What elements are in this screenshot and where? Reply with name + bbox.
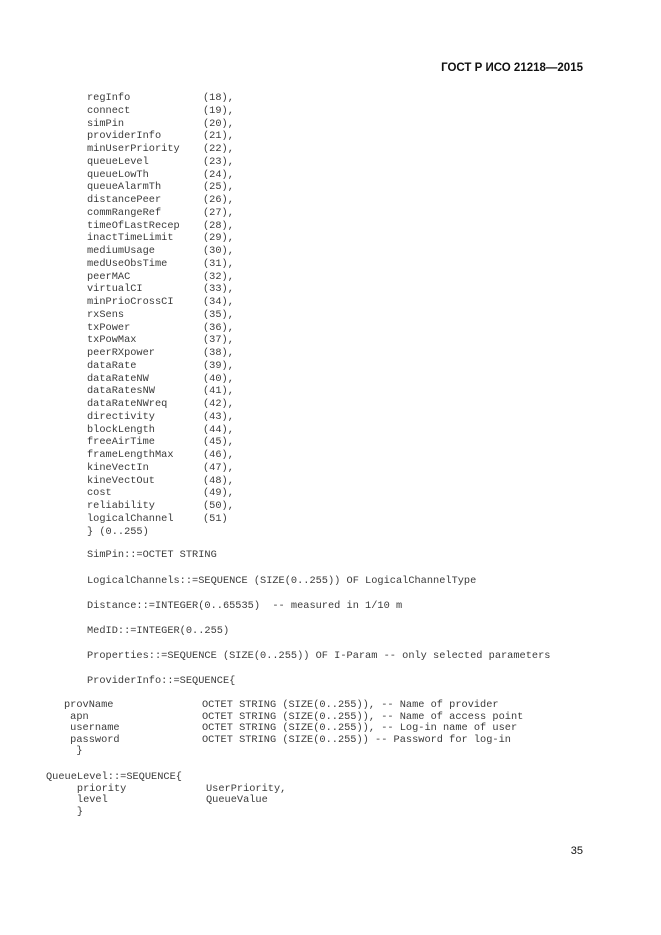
enum-item: [87, 360, 234, 373]
provider-field-name: apn: [64, 710, 89, 723]
enum-item-value: (22),: [203, 143, 234, 155]
enum-item: [87, 220, 234, 233]
enum-item: [87, 105, 234, 118]
enum-item: [87, 487, 234, 500]
def-medid: MedID::=INTEGER(0..255): [87, 625, 230, 637]
enum-item-name: mediumUsage: [87, 245, 155, 257]
page-number: 35: [570, 845, 583, 857]
enum-item-name: directivity: [87, 410, 155, 423]
enum-close: } (0..255): [87, 525, 149, 538]
queue-field-type: UserPriority,: [206, 782, 287, 795]
enum-item-value: (43),: [203, 410, 234, 423]
enum-item-name: minUserPriority: [87, 143, 180, 155]
enum-item-name: inactTimeLimit: [87, 232, 174, 245]
queue-close: }: [46, 805, 84, 818]
def-logical-channels: LogicalChannels::=SEQUENCE (SIZE(0..255)) OF LogicalChannelType: [87, 575, 477, 587]
enum-item-value: (48),: [203, 474, 234, 487]
enum-item-name: rxSens: [87, 308, 125, 321]
enum-item-value: (20),: [203, 117, 234, 130]
enum-item-name: commRangeRef: [87, 206, 162, 219]
enum-item-value: (42),: [203, 398, 234, 410]
enum-item: [87, 385, 234, 398]
enum-item-name: kineVectIn: [87, 461, 149, 474]
enum-item-value: (41),: [203, 385, 234, 398]
enum-item-name: freeAirTime: [87, 436, 155, 449]
enum-item-name: txPower: [87, 321, 131, 334]
provider-field-type: OCTET STRING (SIZE(0..255)), -- Name of access point: [202, 710, 524, 723]
enum-item-value: (33),: [203, 283, 234, 296]
enum-item-name: peerRXpower: [87, 347, 155, 359]
enum-item: [87, 475, 234, 488]
enum-item-name: connect: [87, 104, 131, 117]
enum-item: [87, 322, 234, 335]
def-simpin: SimPin::=OCTET STRING: [87, 549, 217, 561]
enum-item: [87, 181, 234, 194]
enum-item-name: minPrioCrossCI: [87, 296, 174, 308]
queue-level-def: [46, 772, 286, 818]
enum-item-value: (25),: [203, 181, 234, 194]
enum-item-name: providerInfo: [87, 130, 162, 143]
enum-item: [87, 513, 234, 526]
enum-item: [87, 309, 234, 322]
enum-item-value: (29),: [203, 232, 234, 245]
queue-field-name: priority: [46, 782, 127, 795]
provider-field: [64, 735, 523, 747]
enum-item-value: (38),: [203, 347, 234, 359]
provider-field-name: password: [64, 733, 120, 746]
enum-item: [87, 296, 234, 309]
enum-item: [87, 398, 234, 411]
provider-field-name: provName: [64, 699, 114, 711]
enum-item-value: (47),: [203, 461, 234, 474]
provider-field-type: OCTET STRING (SIZE(0..255)), -- Log-in name of user: [202, 722, 518, 734]
enum-item: [87, 118, 234, 131]
enum-item-value: (35),: [203, 308, 234, 321]
enum-item-name: kineVectOut: [87, 474, 155, 487]
enum-item-value: (28),: [203, 219, 234, 232]
enum-item-value: (30),: [203, 245, 234, 257]
enum-item-value: (36),: [203, 321, 234, 334]
queue-field: [46, 795, 286, 807]
enum-item-value: (24),: [203, 168, 234, 181]
enum-item-value: (37),: [203, 334, 234, 347]
enum-item-name: virtualCI: [87, 283, 143, 296]
enum-list: [87, 92, 234, 538]
enum-item-value: (39),: [203, 359, 234, 372]
queue-def-head: QueueLevel::=SEQUENCE{: [46, 771, 182, 783]
enum-item-name: peerMAC: [87, 270, 131, 283]
enum-item-name: blockLength: [87, 423, 155, 436]
enum-item-value: (46),: [203, 449, 234, 461]
enum-item-name: distancePeer: [87, 194, 162, 206]
enum-item-name: dataRate: [87, 359, 137, 372]
enum-item-name: queueLowTh: [87, 168, 149, 181]
enum-item: [87, 411, 234, 424]
enum-item: [87, 143, 234, 156]
enum-item-name: txPowMax: [87, 334, 137, 347]
enum-item-name: dataRatesNW: [87, 385, 155, 398]
enum-item-value: (45),: [203, 436, 234, 449]
enum-item: [87, 436, 234, 449]
enum-item: [87, 347, 234, 360]
enum-item-name: logicalChannel: [87, 512, 174, 525]
enum-item-value: (51): [203, 512, 228, 525]
provider-field-type: OCTET STRING (SIZE(0..255)), -- Name of provider: [202, 699, 499, 711]
enum-item: [87, 194, 234, 207]
enum-item-name: regInfo: [87, 92, 131, 104]
enum-item-name: queueLevel: [87, 155, 149, 168]
enum-item-value: (21),: [203, 130, 234, 143]
enum-item-value: (23),: [203, 155, 234, 168]
enum-item: [87, 92, 234, 105]
provider-fields: [64, 700, 523, 758]
enum-item-name: dataRateNW: [87, 372, 149, 385]
def-providerinfo: ProviderInfo::=SEQUENCE{: [87, 675, 236, 687]
enum-item-value: (19),: [203, 104, 234, 117]
enum-item-value: (31),: [203, 257, 234, 270]
enum-item-value: (50),: [203, 500, 234, 512]
enum-item-name: simPin: [87, 117, 125, 130]
enum-item-value: (27),: [203, 206, 234, 219]
provider-field-name: username: [64, 722, 120, 734]
enum-item-value: (44),: [203, 423, 234, 436]
enum-item: [87, 271, 234, 284]
enum-item: [87, 156, 234, 169]
enum-item-name: timeOfLastRecep: [87, 219, 180, 232]
enum-item: [87, 462, 234, 475]
def-distance: Distance::=INTEGER(0..65535) -- measured in 1/10 m: [87, 600, 403, 612]
enum-item-name: frameLengthMax: [87, 449, 174, 461]
enum-item: [87, 130, 234, 143]
enum-item-value: (26),: [203, 194, 234, 206]
enum-item-name: reliability: [87, 500, 155, 512]
enum-item-name: cost: [87, 487, 112, 500]
enum-item: [87, 245, 234, 258]
enum-item: [87, 449, 234, 462]
enum-item: [87, 232, 234, 245]
enum-item: [87, 424, 234, 437]
enum-item-value: (49),: [203, 487, 234, 500]
enum-item-name: medUseObsTime: [87, 257, 168, 270]
enum-item-value: (32),: [203, 270, 234, 283]
enum-item: [87, 258, 234, 271]
def-properties: Properties::=SEQUENCE (SIZE(0..255)) OF I-Param -- only selected parameters: [87, 650, 551, 662]
queue-field-name: level: [46, 794, 108, 806]
enum-item: [87, 373, 234, 386]
provider-field-type: OCTET STRING (SIZE(0..255)) -- Password for log-in: [202, 733, 511, 746]
enum-item: [87, 283, 234, 296]
enum-item-value: (40),: [203, 372, 234, 385]
enum-item-value: (18),: [203, 92, 234, 104]
enum-item: [87, 500, 234, 513]
enum-item: [87, 207, 234, 220]
standard-header: ГОСТ Р ИСО 21218—2015: [441, 62, 583, 74]
enum-item: [87, 169, 234, 182]
enum-item-value: (34),: [203, 296, 234, 308]
enum-item-name: dataRateNWreq: [87, 398, 168, 410]
enum-item-name: queueAlarmTh: [87, 181, 162, 194]
provider-close: }: [64, 745, 83, 757]
enum-item: [87, 334, 234, 347]
queue-field-type: QueueValue: [206, 794, 268, 806]
